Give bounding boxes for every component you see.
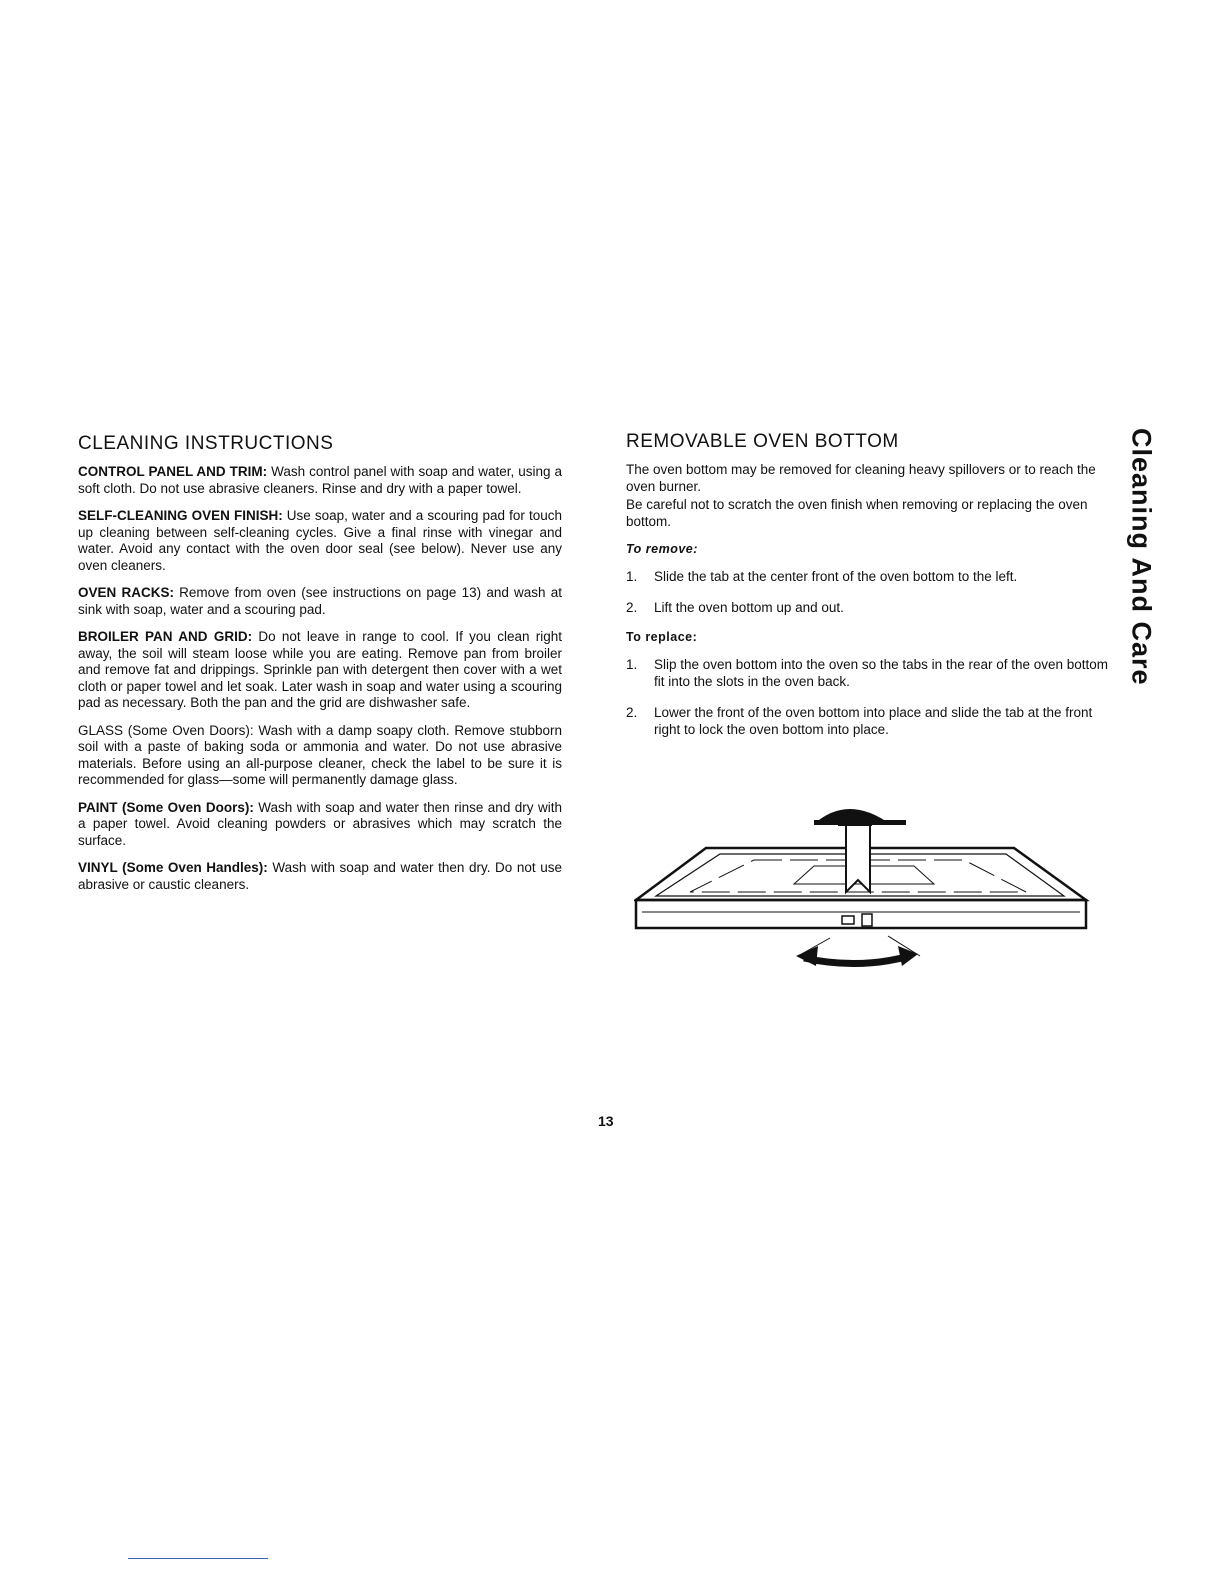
paragraph-lead: VINYL (Some Oven Handles): <box>78 860 268 875</box>
vinyl-paragraph <box>78 860 562 893</box>
list-item <box>626 656 1114 690</box>
list-item <box>626 568 1114 585</box>
intro-paragraph: The oven bottom may be removed for cleaning heavy spillovers or to reach the oven burner. <box>626 462 1096 494</box>
step-number: 2. <box>626 600 638 615</box>
broiler-pan-paragraph <box>78 629 562 712</box>
step-text: Slip the oven bottom into the oven so the tabs in the rear of the oven bottom fit into the slots in the oven back. <box>654 657 1109 689</box>
step-number: 2. <box>626 705 638 720</box>
paragraph-lead: PAINT (Some Oven Doors): <box>78 799 254 815</box>
glass-paragraph <box>78 723 562 789</box>
oven-bottom-diagram <box>634 796 1094 976</box>
removable-oven-bottom-section <box>626 430 1114 752</box>
removable-oven-bottom-title: REMOVABLE OVEN BOTTOM <box>626 431 899 452</box>
step-text: Lift the oven bottom up and out. <box>654 600 844 615</box>
paragraph-lead: GLASS (Some Oven Doors): <box>78 722 254 738</box>
curved-arrow-icon <box>796 936 920 966</box>
list-item <box>626 704 1114 738</box>
front-tab <box>842 914 872 926</box>
paragraph-lead: CONTROL PANEL AND TRIM: <box>78 464 268 479</box>
control-panel-paragraph <box>78 464 562 497</box>
step-text: Lower the front of the oven bottom into place and slide the tab at the front right to lock the oven bottom into place. <box>654 705 1093 737</box>
hand-icon <box>814 809 906 892</box>
paragraph-lead: OVEN RACKS: <box>78 585 174 600</box>
paragraph-lead: SELF-CLEANING OVEN FINISH: <box>78 508 283 523</box>
oven-bottom-drawing <box>634 796 1094 976</box>
remove-steps-list <box>626 568 1114 616</box>
oven-racks-paragraph <box>78 585 562 618</box>
paragraph-text: Wash with a damp soapy cloth. Remove stubborn soil with a paste of baking soda or ammonia and water. Do not use abrasive materials. Before using an all-purpose cleaner, check the label to be sure it is recommended for glass—some will permanently damage glass. <box>78 722 562 787</box>
paragraph-text: Wash control panel with soap and water, using a soft cloth. Do not use abrasive cleaners. Rinse and dry with a paper towel. <box>78 464 562 496</box>
paragraph-text: Wash with soap and water then dry. Do not use abrasive or caustic cleaners. <box>78 860 563 892</box>
page-number: 13 <box>598 1113 614 1129</box>
step-text: Slide the tab at the center front of the oven bottom to the left. <box>654 569 1018 584</box>
cleaning-instructions-section <box>78 432 562 904</box>
paragraph-text: Do not leave in range to cool. If you clean right away, the soil will steam loose while you are eating. Remove pan from broiler and remove fat and drippings. Sprinkle pan with detergent then cover with a wet cloth or paper towel and let soak. Later wash in soap and water using a scouring pad as necessary. Both the pan and the grid are dishwasher safe. <box>78 629 563 710</box>
side-tab-text: Cleaning And Care <box>1126 428 1157 686</box>
paint-paragraph <box>78 800 562 850</box>
to-replace-heading: To replace: <box>626 630 698 644</box>
step-number: 1. <box>626 569 638 584</box>
footer-divider <box>128 1558 268 1559</box>
paragraph-text: Wash with soap and water then rinse and dry with a paper towel. Avoid cleaning powders or abrasives which may scratch the surface. <box>78 799 562 848</box>
paragraph-lead: BROILER PAN AND GRID: <box>78 629 253 644</box>
side-tab-label <box>1124 428 1158 698</box>
caution-paragraph: Be careful not to scratch the oven finish when removing or replacing the oven bottom. <box>626 497 1088 529</box>
list-item <box>626 599 1114 616</box>
step-number: 1. <box>626 657 638 672</box>
cleaning-instructions-title: CLEANING INSTRUCTIONS <box>78 433 334 454</box>
self-cleaning-finish-paragraph <box>78 508 562 574</box>
paragraph-text: Use soap, water and a scouring pad for touch up cleaning between self-cleaning cycles. Give a final rinse with vinegar and water. Avoid any contact with the oven door seal (see below). Never use any oven cleaners. <box>78 508 562 573</box>
to-remove-heading: To remove: <box>626 542 698 556</box>
paragraph-text: Remove from oven (see instructions on page 13) and wash at sink with soap, water and a scouring pad. <box>78 585 562 617</box>
replace-steps-list <box>626 656 1114 738</box>
